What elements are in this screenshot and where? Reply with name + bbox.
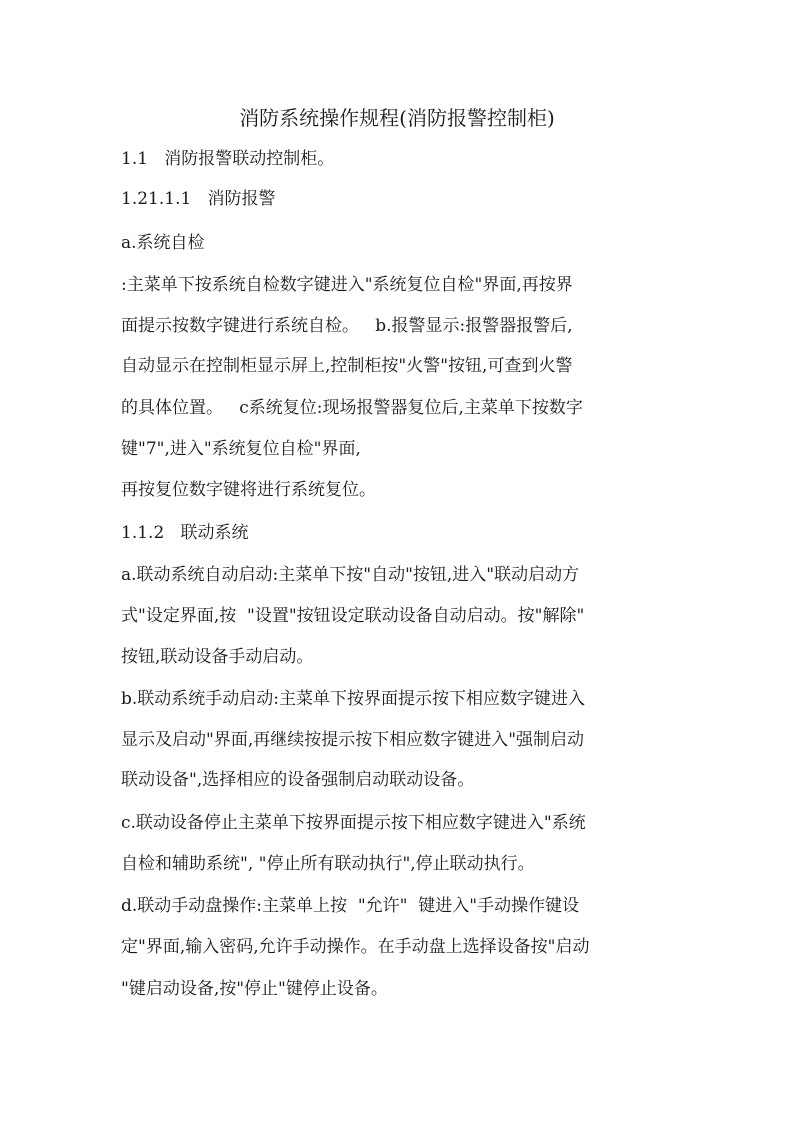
subheading-a: a.系统自检 — [121, 233, 205, 253]
heading-1-21-1-1: 1.21.1.1 消防报警 — [121, 189, 276, 209]
body-line: :主菜单下按系统自检数字键进入"系统复位自检"界面,再按界 — [121, 275, 573, 295]
document-title: 消防系统操作规程(消防报警控制柜) — [239, 106, 555, 130]
heading-1-1-2: 1.1.2 联动系统 — [121, 523, 249, 543]
body-line: 联动设备",选择相应的设备强制启动联动设备。 — [121, 770, 475, 790]
body-line: 自动显示在控制柜显示屏上,控制柜按"火警"按钮,可查到火警 — [121, 356, 573, 376]
body-line: 式"设定界面,按 "设置"按钮设定联动设备自动启动。按"解除" — [121, 606, 585, 626]
body-line: "键启动设备,按"停止"键停止设备。 — [121, 979, 388, 999]
body-line: 按钮,联动设备手动启动。 — [121, 647, 314, 667]
body-line: c.联动设备停止主菜单下按界面提示按下相应数字键进入"系统 — [121, 813, 586, 833]
body-line: 定"界面,输入密码,允许手动操作。在手动盘上选择设备按"启动 — [121, 937, 590, 957]
body-line: 的具体位置。 c系统复位:现场报警器复位后,主菜单下按数字 — [121, 398, 583, 418]
body-line: d.联动手动盘操作:主菜单上按 "允许" 键进入"手动操作键设 — [121, 896, 580, 916]
body-line: 面提示按数字键进行系统自检。 b.报警显示:报警器报警后, — [121, 316, 573, 336]
body-line: 键"7",进入"系统复位自检"界面, — [121, 439, 361, 459]
body-line: 自检和辅助系统", "停止所有联动执行",停止联动执行。 — [121, 854, 535, 874]
heading-1-1: 1.1 消防报警联动控制柜。 — [121, 149, 335, 169]
body-line: b.联动系统手动启动:主菜单下按界面提示按下相应数字键进入 — [121, 689, 586, 709]
body-line: 再按复位数字键将进行系统复位。 — [121, 480, 376, 500]
body-line: 显示及启动"界面,再继续按提示按下相应数字键进入"强制启动 — [121, 730, 585, 750]
body-line: a.联动系统自动启动:主菜单下按"自动"按钮,进入"联动启动方 — [121, 565, 580, 585]
